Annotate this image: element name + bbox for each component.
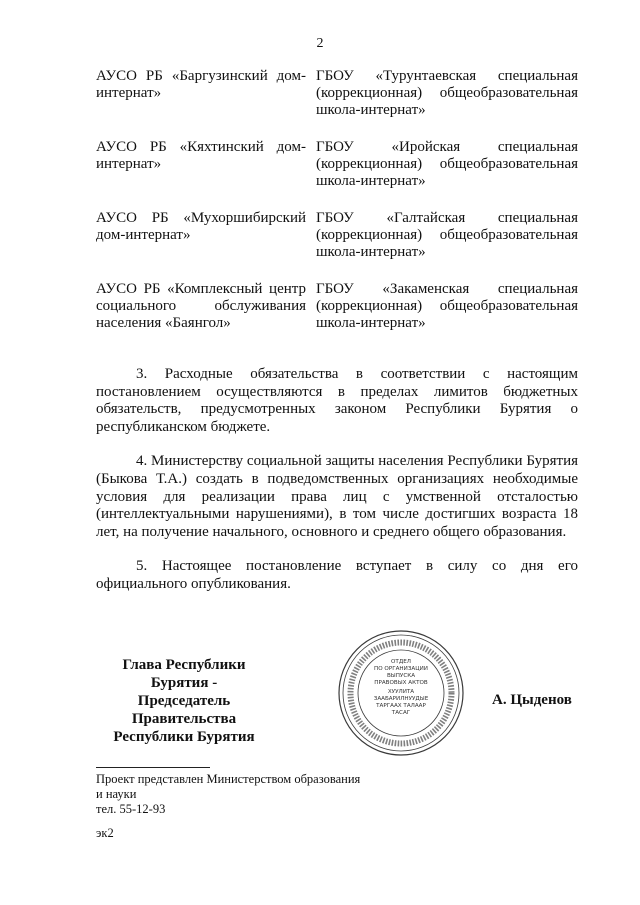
seal-text: ОТДЕЛ: [391, 659, 411, 665]
document-code: эк2: [96, 826, 114, 840]
signatory-title-line: Председатель Правительства: [131, 693, 237, 727]
institution-row: [96, 210, 578, 261]
paragraph-3: 3. Расходные обязательства в соответствии с настоящим постановлением осуществляются в пределах лимитов бюджетных обязательств, предусмотренных законом Республики Бурятия о республиканском бюджете.: [96, 366, 578, 435]
footnote: [96, 772, 360, 817]
footnote-line: и науки: [96, 787, 137, 801]
seal-text: ТАРГААХ ТАЛААР: [376, 703, 426, 709]
signatory-name: А. Цыденов: [492, 692, 572, 708]
institution-school: ГБОУ «Иройская специальная (коррекционная) общеобразовательная школа-интернат»: [316, 139, 578, 189]
seal-text: ХУУЛИТА: [387, 689, 415, 695]
footnote-line: Проект представлен Министерством образования: [96, 772, 361, 786]
resolution-paragraphs: [96, 366, 578, 611]
footnote-divider: [96, 767, 210, 768]
institution-school: ГБОУ «Галтайская специальная (коррекционная) общеобразовательная школа-интернат»: [316, 210, 578, 260]
institution-social: АУСО РБ «Комплексный центр социального обслуживания населения «Баянгол»: [96, 281, 306, 331]
institution-row: [96, 281, 578, 332]
paragraph-5: 5. Настоящее постановление вступает в силу со дня его официального опубликования.: [96, 558, 578, 592]
seal-text: ЗААБАРИЛНУУДЫЕ: [373, 696, 429, 702]
page-number: 2: [316, 36, 324, 51]
seal-text: ВЫПУСКА: [386, 673, 416, 679]
institution-social: АУСО РБ «Баргузинский дом-интернат»: [96, 68, 306, 101]
institution-social: АУСО РБ «Мухоршибирский дом-интернат»: [96, 210, 306, 243]
signatory-title-line: Республики Бурятия: [113, 729, 255, 745]
seal-text: ПО ОРГАНИЗАЦИИ: [374, 666, 428, 672]
signatory-title: [96, 656, 272, 746]
institution-row: [96, 139, 578, 190]
seal-text: ПРАВОВЫХ АКТОВ: [374, 680, 428, 686]
official-seal-icon: [336, 628, 466, 758]
institutions-table: [96, 68, 578, 352]
institution-school: ГБОУ «Турунтаевская специальная (коррекционная) общеобразовательная школа-интернат»: [316, 68, 578, 118]
footnote-line: тел. 55-12-93: [96, 802, 166, 816]
signatory-title-line: Глава Республики Бурятия -: [122, 657, 246, 691]
institution-social: АУСО РБ «Кяхтинский дом-интернат»: [96, 139, 306, 172]
institution-row: [96, 68, 578, 119]
paragraph-4: 4. Министерству социальной защиты населения Республики Бурятия (Быкова Т.А.) создать в подведомственных организациях необходимые условия для реализации права лиц с умственной отсталостью (интеллектуальными нарушениями), в том числе достигших возраста 18 лет, на получение начального, основного и среднего общего образования.: [96, 453, 578, 540]
seal-text: ТАСАГ: [391, 710, 411, 716]
institution-school: ГБОУ «Закаменская специальная (коррекционная) общеобразовательная школа-интернат»: [316, 281, 578, 331]
